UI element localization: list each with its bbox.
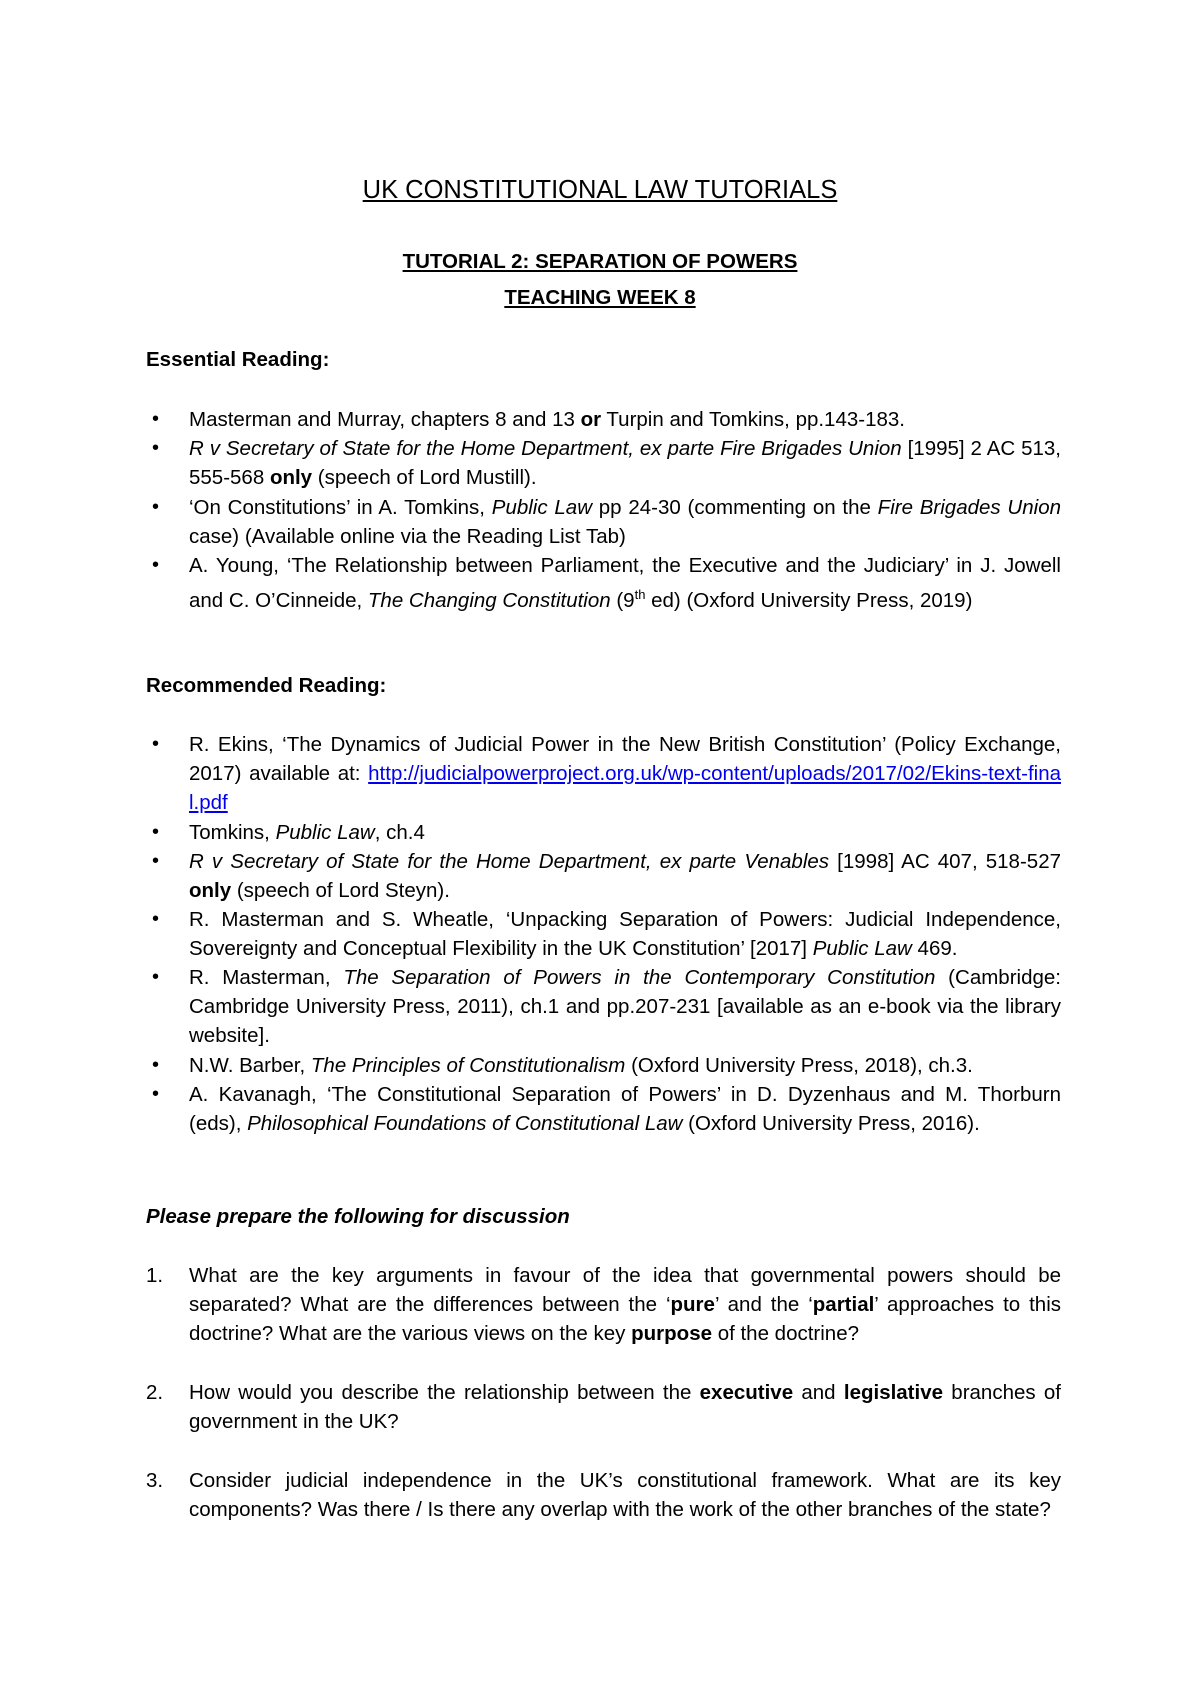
question-number: 3. [146, 1469, 164, 1492]
essential-item: ‘On Constitutions’ in A. Tomkins, Public Law pp 24-30 (commenting on the Fire Brigades Union case) (Available online via the Reading List Tab) [189, 496, 1061, 548]
question-2: How would you describe the relationship between the executive and legislative branches of government in the UK? [189, 1381, 1061, 1433]
bullet-icon: • [152, 408, 160, 430]
ekins-pdf-link[interactable]: http://judicialpowerproject.org.uk/wp-content/uploads/2017/02/Ekins-text-final.pdf [189, 762, 1061, 814]
question-1: What are the key arguments in favour of the idea that governmental powers should be separated? What are the differences between the ‘pure’ and the ‘partial’ approaches to this doctrine? What are the various views on the key purpose of the doctrine? [189, 1264, 1061, 1345]
bullet-icon: • [152, 966, 160, 988]
bullet-icon: • [152, 850, 160, 872]
bullet-icon: • [152, 1083, 160, 1105]
teaching-week: TEACHING WEEK 8 [504, 286, 696, 309]
bullet-icon: • [152, 554, 160, 576]
essential-item: Masterman and Murray, chapters 8 and 13 or Turpin and Tomkins, pp.143-183. [189, 408, 905, 431]
recommended-item: A. Kavanagh, ‘The Constitutional Separation of Powers’ in D. Dyzenhaus and M. Thorburn (eds), Philosophical Foundations of Constitutional Law (Oxford University Press, 2016). [189, 1083, 1061, 1135]
recommended-item: R. Masterman, The Separation of Powers in the Contemporary Constitution (Cambridge: Cambridge University Press, 2011), ch.1 and pp.207-231 [available as an e-book via the library website]. [189, 966, 1061, 1047]
essential-item: A. Young, ‘The Relationship between Parliament, the Executive and the Judiciary’ in J. Jowell and C. O’Cinneide, The Changing Constitution (9th ed) (Oxford University Press, 2019) [189, 554, 1061, 612]
recommended-item: Tomkins, Public Law, ch.4 [189, 821, 425, 844]
bullet-icon: • [152, 821, 160, 843]
essential-item: R v Secretary of State for the Home Department, ex parte Fire Brigades Union [1995] 2 AC 513, 555-568 only (speech of Lord Mustill). [189, 437, 1061, 489]
tutorial-title: TUTORIAL 2: SEPARATION OF POWERS [402, 250, 798, 273]
essential-reading-heading: Essential Reading: [146, 348, 330, 371]
discussion-heading: Please prepare the following for discussion [146, 1205, 570, 1228]
recommended-item: R v Secretary of State for the Home Department, ex parte Venables [1998] AC 407, 518-527 only (speech of Lord Steyn). [189, 850, 1061, 902]
document-title: UK CONSTITUTIONAL LAW TUTORIALS [362, 176, 838, 204]
recommended-item: N.W. Barber, The Principles of Constitutionalism (Oxford University Press, 2018), ch.3. [189, 1054, 973, 1077]
bullet-icon: • [152, 733, 160, 755]
bullet-icon: • [152, 496, 160, 518]
bullet-icon: • [152, 908, 160, 930]
question-number: 2. [146, 1381, 164, 1404]
recommended-reading-heading: Recommended Reading: [146, 674, 387, 697]
bullet-icon: • [152, 1054, 160, 1076]
recommended-item: R. Masterman and S. Wheatle, ‘Unpacking Separation of Powers: Judicial Independence, Sovereignty and Conceptual Flexibility in the UK Constitution’ [2017] Public Law 469. [189, 908, 1061, 960]
question-number: 1. [146, 1264, 164, 1287]
bullet-icon: • [152, 437, 160, 459]
question-3: Consider judicial independence in the UK’s constitutional framework. What are its key components? Was there / Is there any overlap with the work of the other branches of the state? [189, 1469, 1061, 1521]
recommended-item: R. Ekins, ‘The Dynamics of Judicial Power in the New British Constitution’ (Policy Exchange, 2017) available at: http://judicialpowerproject.org.uk/wp-content/uploads/2017/02/Ekins-text-final.pdf [189, 733, 1061, 814]
